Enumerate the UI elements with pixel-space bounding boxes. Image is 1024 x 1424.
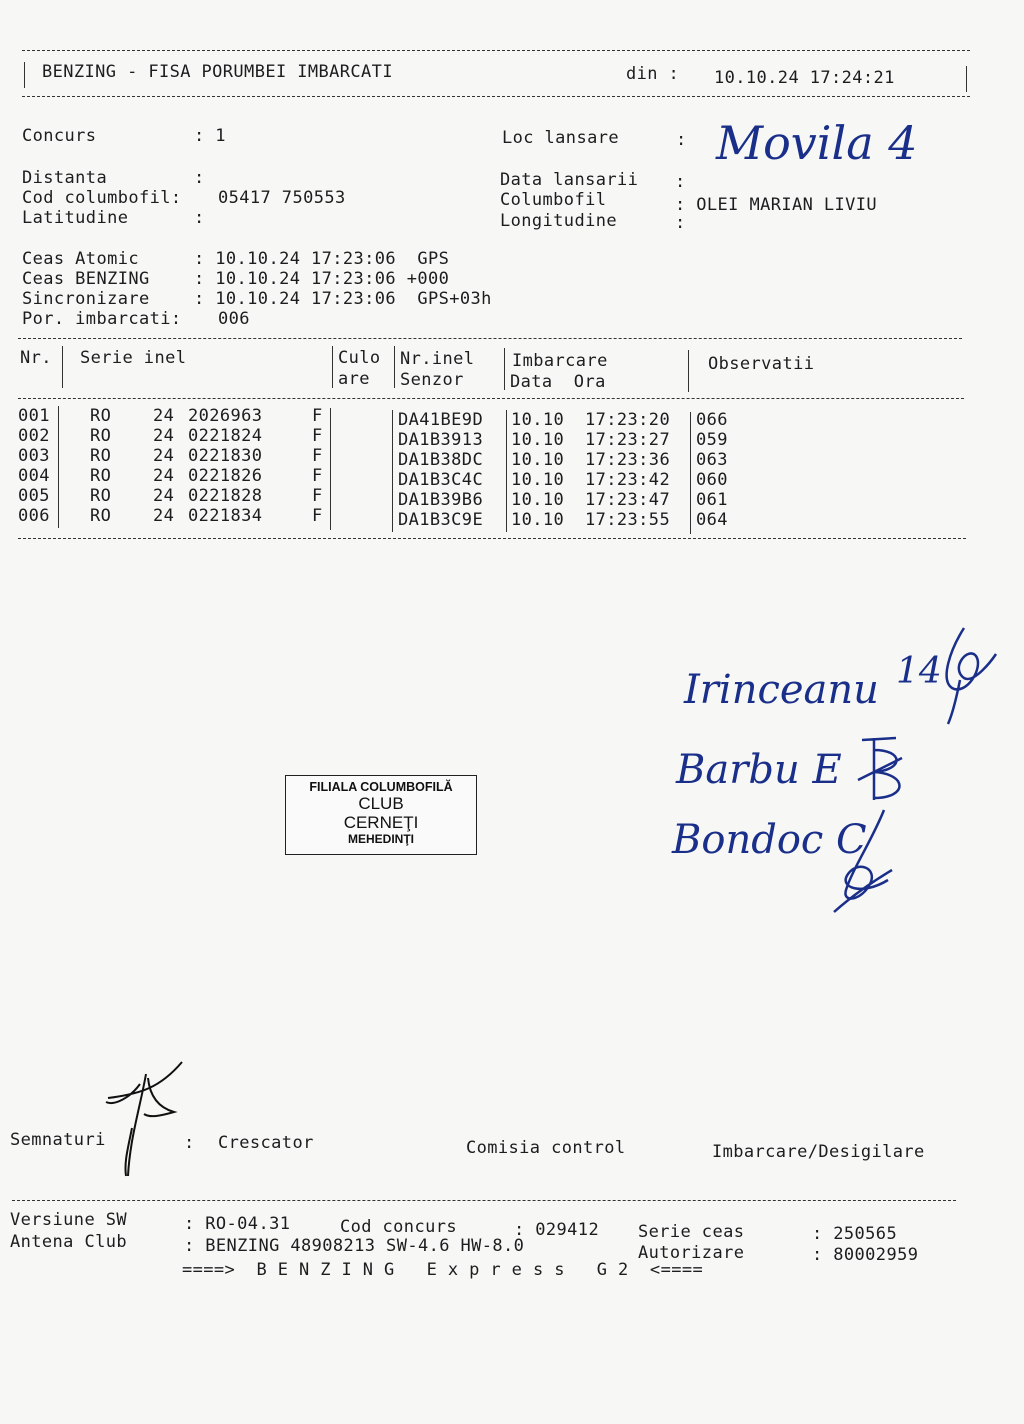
fancier-label: Columbofil xyxy=(500,190,607,210)
divider xyxy=(18,398,964,399)
divider xyxy=(392,410,393,532)
table-row xyxy=(0,486,1024,510)
col-header-nr: Nr. xyxy=(20,348,52,368)
row-country: RO xyxy=(90,486,112,506)
divider xyxy=(330,408,331,530)
signature-embark: Imbarcare/Desigilare xyxy=(712,1142,925,1162)
atomic-clock-label: Ceas Atomic xyxy=(22,249,139,269)
divider xyxy=(18,338,962,339)
col-header-date-time: Data Ora xyxy=(510,372,606,392)
row-embark-time: 17:23:47 xyxy=(585,490,671,510)
row-nr: 002 xyxy=(18,426,50,446)
row-ring-number: 0221824 xyxy=(188,426,263,446)
contest-code-value: : 029412 xyxy=(514,1220,600,1240)
row-sex: F xyxy=(312,486,323,506)
row-sex: F xyxy=(312,446,323,466)
row-country: RO xyxy=(90,506,112,526)
stamp-line-2: CLUB xyxy=(358,794,404,813)
col-header-ring-series: Serie inel xyxy=(80,348,187,368)
row-nr: 003 xyxy=(18,446,50,466)
authorization-value: : 80002959 xyxy=(812,1245,919,1265)
witness-name-1: Irinceanu xyxy=(684,667,879,713)
fancier-code-label: Cod columbofil: xyxy=(22,188,182,208)
row-embark-time: 17:23:42 xyxy=(585,470,671,490)
row-sex: F xyxy=(312,406,323,426)
row-nr: 004 xyxy=(18,466,50,486)
signature-breeder: Crescator xyxy=(218,1133,314,1153)
divider xyxy=(58,406,59,528)
row-embark-date: 10.10 xyxy=(511,430,565,450)
row-sensor-id: DA1B39B6 xyxy=(398,490,484,510)
table-row xyxy=(0,466,1024,490)
row-notes: 061 xyxy=(696,490,728,510)
sw-version-label: Versiune SW xyxy=(10,1210,127,1230)
divider xyxy=(504,348,505,390)
row-sensor-id: DA1B3C4C xyxy=(398,470,484,490)
divider xyxy=(506,410,507,532)
row-year: 24 xyxy=(153,466,175,486)
divider xyxy=(62,346,63,388)
row-nr: 006 xyxy=(18,506,50,526)
signatures-colon: : xyxy=(184,1133,195,1153)
row-year: 24 xyxy=(153,506,175,526)
witness-signature-3 xyxy=(822,800,902,920)
embarked-count-value: 006 xyxy=(218,309,250,329)
table-row xyxy=(0,406,1024,430)
club-stamp xyxy=(285,775,477,855)
row-embark-time: 17:23:27 xyxy=(585,430,671,450)
col-header-notes: Observatii xyxy=(708,354,815,374)
authorization-label: Autorizare xyxy=(638,1243,745,1263)
row-notes: 064 xyxy=(696,510,728,530)
row-notes: 063 xyxy=(696,450,728,470)
stamp-line-1: FILIALA COLUMBOFILĂ xyxy=(309,780,453,794)
latitude-label: Latitudine xyxy=(22,208,129,228)
signatures-label: Semnaturi xyxy=(10,1130,106,1150)
concurs-value: : 1 xyxy=(194,126,226,146)
distance-value: : xyxy=(194,168,205,188)
clock-serial-label: Serie ceas xyxy=(638,1222,745,1242)
divider xyxy=(12,1200,956,1201)
divider xyxy=(18,538,966,539)
row-year: 24 xyxy=(153,406,175,426)
club-antenna-value: : BENZING 48908213 SW-4.6 HW-8.0 xyxy=(184,1236,525,1256)
benzing-clock-value: : 10.10.24 17:23:06 +000 xyxy=(194,269,450,289)
witness-count: 14 xyxy=(896,651,942,692)
row-notes: 066 xyxy=(696,410,728,430)
row-sex: F xyxy=(312,426,323,446)
row-notes: 060 xyxy=(696,470,728,490)
col-header-color: Culo xyxy=(338,348,381,368)
row-embark-date: 10.10 xyxy=(511,410,565,430)
row-embark-date: 10.10 xyxy=(511,510,565,530)
row-year: 24 xyxy=(153,486,175,506)
row-ring-number: 2026963 xyxy=(188,406,263,426)
stamp-line-3: CERNEŢI xyxy=(343,813,419,832)
row-sex: F xyxy=(312,506,323,526)
table-row xyxy=(0,506,1024,530)
divider xyxy=(332,346,333,388)
fancier-code-value: 05417 750553 xyxy=(218,188,346,208)
benzing-clock-label: Ceas BENZING xyxy=(22,269,150,289)
row-ring-number: 0221828 xyxy=(188,486,263,506)
divider xyxy=(966,66,967,92)
release-location-colon: : xyxy=(676,130,687,150)
longitude-value: : xyxy=(675,213,686,233)
col-header-embark: Imbarcare xyxy=(512,351,608,371)
stamp-line-4: MEHEDINŢI xyxy=(348,832,414,846)
distance-label: Distanta xyxy=(22,168,108,188)
clock-serial-value: : 250565 xyxy=(812,1224,898,1244)
row-ring-number: 0221834 xyxy=(188,506,263,526)
row-embark-time: 17:23:36 xyxy=(585,450,671,470)
row-embark-date: 10.10 xyxy=(511,470,565,490)
row-sensor-id: DA1B3C9E xyxy=(398,510,484,530)
table-row xyxy=(0,426,1024,450)
witness-name-2: Barbu E xyxy=(676,747,842,793)
device-banner: ====> B E N Z I N G E x p r e s s G 2 <==== xyxy=(182,1260,704,1280)
witness-name-3: Bondoc C xyxy=(672,817,867,863)
atomic-clock-value: : 10.10.24 17:23:06 GPS xyxy=(194,249,450,269)
row-year: 24 xyxy=(153,446,175,466)
witness-signature-1 xyxy=(930,620,1000,730)
release-date-label: Data lansarii xyxy=(500,170,639,190)
divider xyxy=(688,350,689,392)
row-embark-date: 10.10 xyxy=(511,490,565,510)
row-sensor-id: DA1B3913 xyxy=(398,430,484,450)
row-embark-time: 17:23:55 xyxy=(585,510,671,530)
document-title: BENZING - FISA PORUMBEI IMBARCATI xyxy=(42,62,393,82)
witness-signature-2 xyxy=(852,730,912,810)
divider xyxy=(24,62,25,88)
breeder-signature xyxy=(100,1058,190,1182)
row-nr: 005 xyxy=(18,486,50,506)
divider xyxy=(690,412,691,534)
sync-label: Sincronizare xyxy=(22,289,150,309)
release-date-value: : xyxy=(675,172,686,192)
fancier-name: : OLEI MARIAN LIVIU xyxy=(675,195,878,215)
row-sensor-id: DA41BE9D xyxy=(398,410,484,430)
row-sex: F xyxy=(312,466,323,486)
divider xyxy=(394,346,395,388)
row-ring-number: 0221826 xyxy=(188,466,263,486)
col-header-sensor-ring: Nr.inel xyxy=(400,349,475,369)
row-country: RO xyxy=(90,466,112,486)
col-header-color-2: are xyxy=(338,369,370,389)
divider xyxy=(22,50,970,51)
signature-committee: Comisia control xyxy=(466,1138,626,1158)
latitude-value: : xyxy=(194,208,205,228)
printed-on-label: din : xyxy=(626,64,680,84)
release-location-handwritten: Movila 4 xyxy=(716,116,918,170)
release-location-label: Loc lansare xyxy=(502,128,619,148)
row-year: 24 xyxy=(153,426,175,446)
contest-code-label: Cod concurs xyxy=(340,1217,457,1237)
row-sensor-id: DA1B38DC xyxy=(398,450,484,470)
row-embark-time: 17:23:20 xyxy=(585,410,671,430)
concurs-label: Concurs xyxy=(22,126,97,146)
table-row xyxy=(0,446,1024,470)
col-header-sensor: Senzor xyxy=(400,370,464,390)
sync-value: : 10.10.24 17:23:06 GPS+03h xyxy=(194,289,492,309)
embarked-count-label: Por. imbarcati: xyxy=(22,309,182,329)
sw-version-value: : RO-04.31 xyxy=(184,1214,291,1234)
row-notes: 059 xyxy=(696,430,728,450)
row-nr: 001 xyxy=(18,406,50,426)
row-country: RO xyxy=(90,406,112,426)
row-embark-date: 10.10 xyxy=(511,450,565,470)
printed-on-value: 10.10.24 17:24:21 xyxy=(714,68,895,88)
row-country: RO xyxy=(90,426,112,446)
club-antenna-label: Antena Club xyxy=(10,1232,127,1252)
row-ring-number: 0221830 xyxy=(188,446,263,466)
divider xyxy=(22,96,970,97)
row-country: RO xyxy=(90,446,112,466)
longitude-label: Longitudine xyxy=(500,211,617,231)
